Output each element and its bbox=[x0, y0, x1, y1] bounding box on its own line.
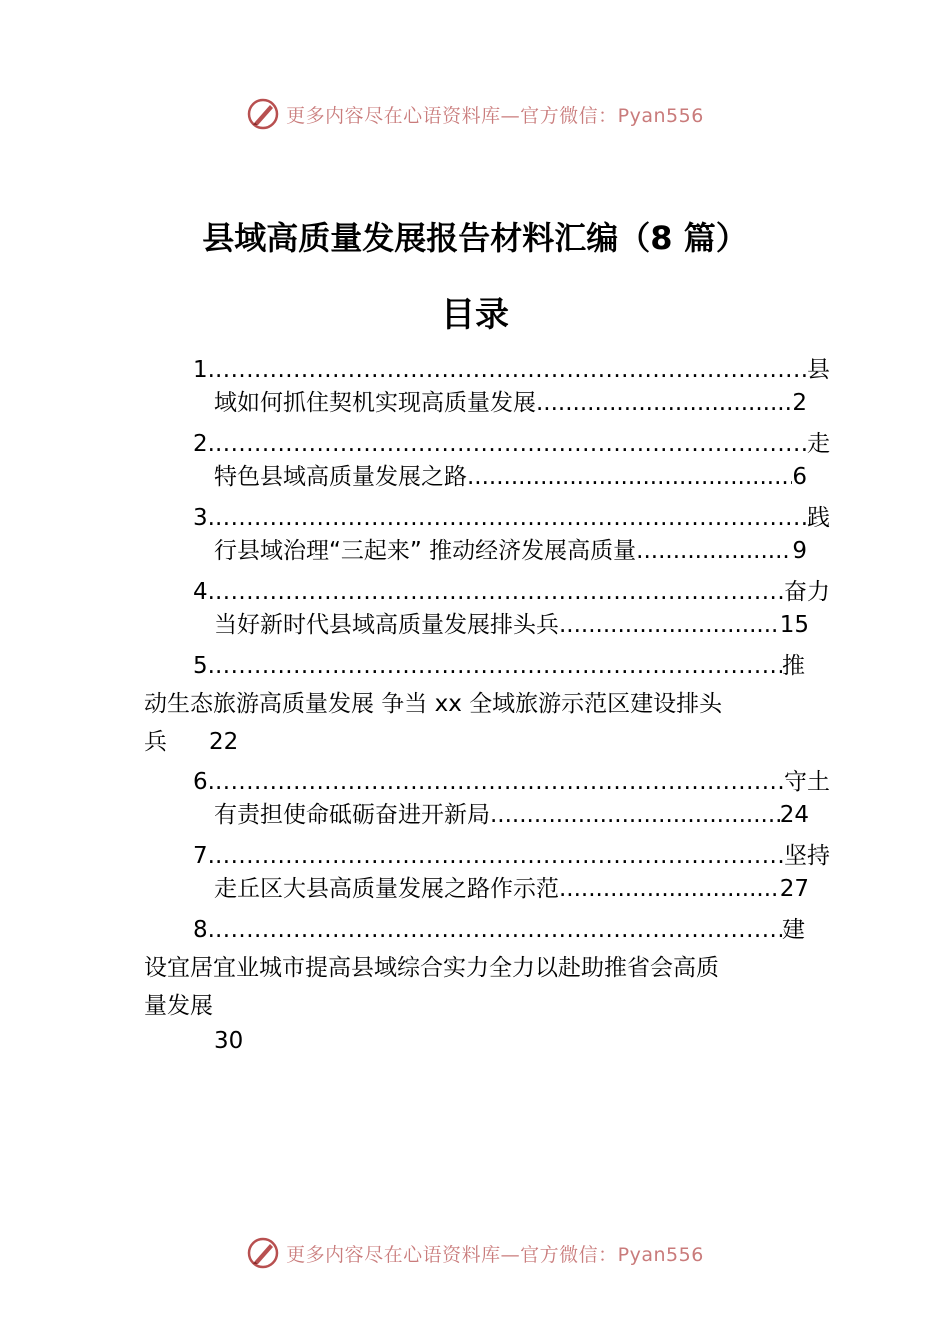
document-title: 县域高质量发展报告材料汇编（8 篇） bbox=[202, 219, 748, 257]
toc-entry-8-line3[interactable]: 量发展 bbox=[144, 993, 213, 1019]
toc-entry-5-line1[interactable]: 5. ..... 推 bbox=[193, 650, 805, 682]
toc-page-number: 15 bbox=[779, 612, 809, 638]
toc-heading: 目录 bbox=[441, 295, 509, 335]
banner-text: 更多内容尽在心语资料库—官方微信：Pyan556 bbox=[286, 104, 704, 127]
toc-entry-8-page[interactable]: 30 bbox=[214, 1028, 244, 1054]
toc-page-number: 2 bbox=[792, 390, 807, 416]
footer-banner bbox=[0, 1233, 950, 1273]
toc-entry-7-line2[interactable]: 走丘区大县高质量发展之路作示范 ..... 27 bbox=[214, 873, 809, 905]
toc-page-number: 22 bbox=[209, 729, 239, 755]
toc-entry-3-line2[interactable]: 行县域治理“三起来” 推动经济发展高质量 ..... 9 bbox=[214, 535, 807, 567]
toc-entry-8-line1[interactable]: 8. ..... 建 bbox=[193, 914, 805, 946]
pen-seal-logo-icon bbox=[246, 97, 280, 131]
toc-page-number: 24 bbox=[779, 802, 809, 828]
toc-entry-6-line1[interactable]: 6. ..... 守土 bbox=[193, 766, 830, 798]
toc-entry-1-line2[interactable]: 域如何抓住契机实现高质量发展 ..... 2 bbox=[214, 387, 807, 419]
toc-entry-1-line1[interactable]: 1. ..... 县 bbox=[193, 354, 830, 386]
toc-entry-6-line2[interactable]: 有责担使命砥砺奋进开新局 ..... 24 bbox=[214, 799, 809, 831]
toc-page-number: 6 bbox=[792, 464, 807, 490]
toc-entry-4-line1[interactable]: 4. ..... 奋力 bbox=[193, 576, 830, 608]
pen-seal-logo-icon bbox=[246, 1236, 280, 1270]
toc-entry-3-line1[interactable]: 3. ..... 践 bbox=[193, 502, 830, 534]
toc-entry-7-line1[interactable]: 7. ..... 坚持 bbox=[193, 840, 830, 872]
toc-entry-8-line2[interactable]: 设宜居宜业城市提高县域综合实力全力以赴助推省会高质 bbox=[144, 955, 719, 981]
banner-text: 更多内容尽在心语资料库—官方微信：Pyan556 bbox=[286, 1243, 704, 1266]
toc-entry-5-line3[interactable]: 兵 22 bbox=[144, 729, 239, 755]
toc-entry-5-line2[interactable]: 动生态旅游高质量发展 争当 xx 全域旅游示范区建设排头 bbox=[144, 691, 723, 717]
toc-entry-2-line2[interactable]: 特色县域高质量发展之路 ..... 6 bbox=[214, 461, 807, 493]
toc-entry-2-line1[interactable]: 2. ..... 走 bbox=[193, 428, 830, 460]
toc-page-number: 9 bbox=[792, 538, 807, 564]
header-banner bbox=[0, 94, 950, 134]
toc-entry-4-line2[interactable]: 当好新时代县域高质量发展排头兵 ..... 15 bbox=[214, 609, 809, 641]
toc-page-number: 27 bbox=[779, 876, 809, 902]
